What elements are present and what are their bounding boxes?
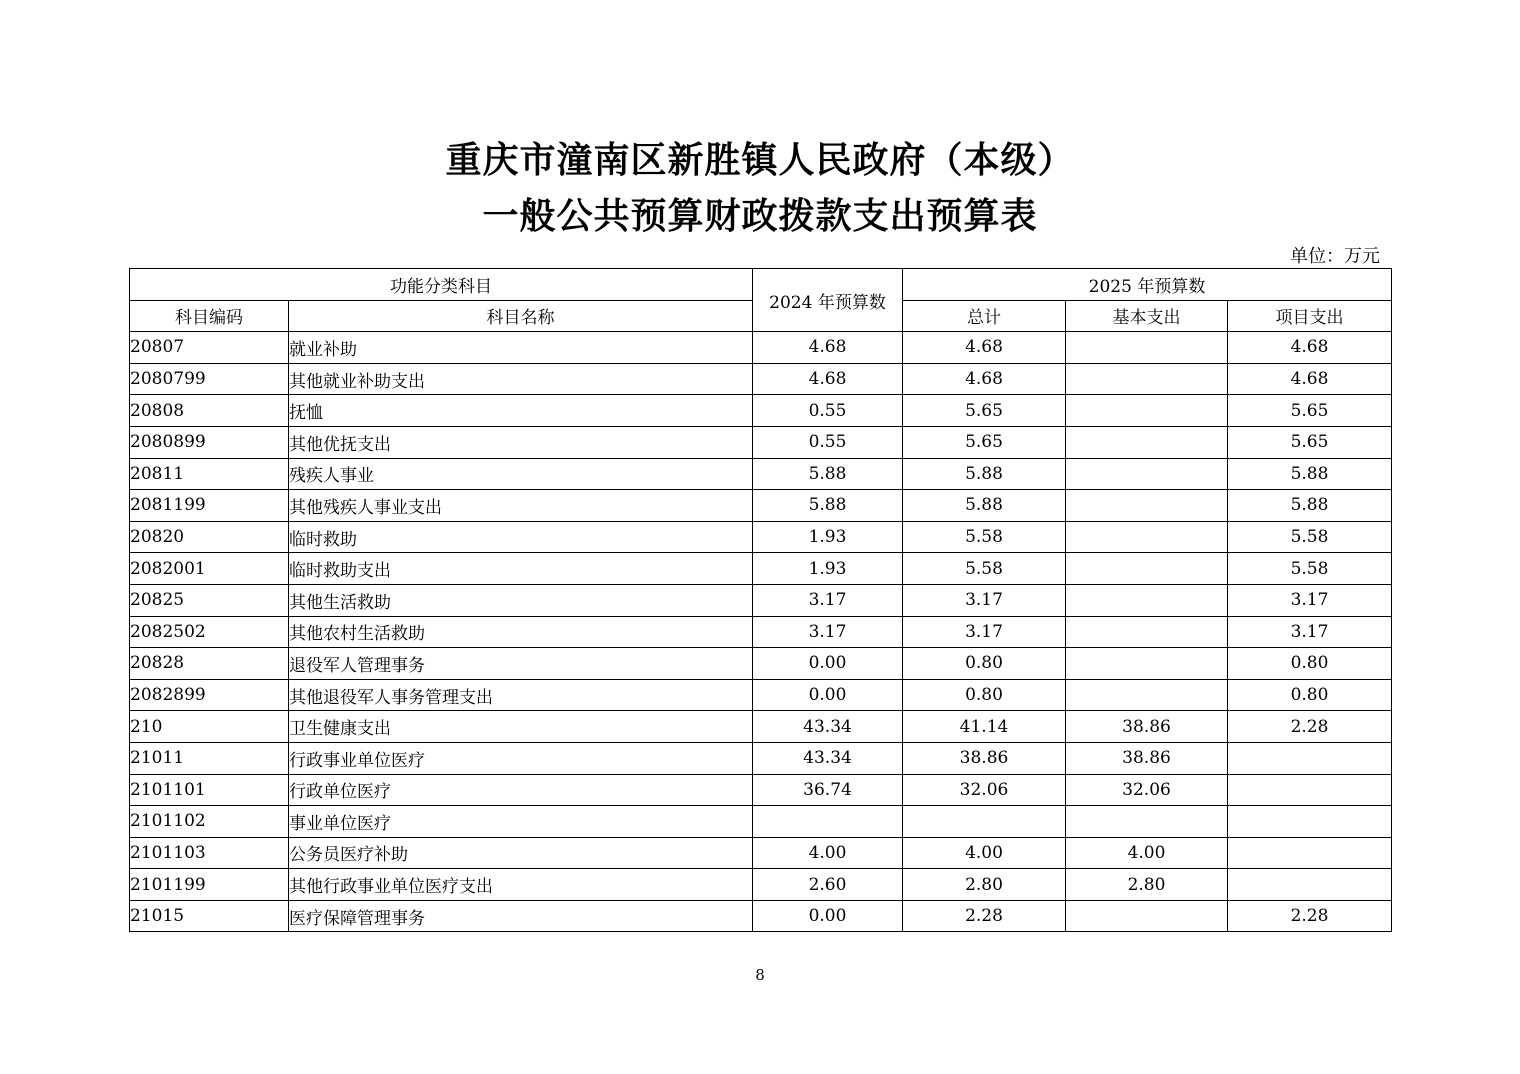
cell-2025-total: 5.65	[903, 395, 1066, 427]
table-row	[130, 490, 1392, 522]
cell-2025-basic: 4.00	[1066, 837, 1228, 869]
cell-2025-project: 3.17	[1228, 616, 1392, 648]
cell-name: 其他优抚支出	[289, 426, 753, 458]
cell-name: 其他就业补助支出	[289, 363, 753, 395]
cell-name: 其他生活救助	[289, 584, 753, 616]
cell-2024-budget: 0.55	[753, 395, 903, 427]
cell-code: 21011	[130, 742, 289, 774]
table-body	[130, 332, 1392, 932]
table-row	[130, 774, 1392, 806]
cell-name: 行政单位医疗	[289, 774, 753, 806]
cell-name: 行政事业单位医疗	[289, 742, 753, 774]
cell-2025-basic	[1066, 521, 1228, 553]
cell-code: 2080899	[130, 426, 289, 458]
cell-2025-basic: 38.86	[1066, 742, 1228, 774]
cell-2025-basic	[1066, 332, 1228, 364]
table-row	[130, 363, 1392, 395]
cell-code: 20825	[130, 584, 289, 616]
cell-2025-project: 0.80	[1228, 679, 1392, 711]
cell-code: 2101103	[130, 837, 289, 869]
cell-2025-project	[1228, 742, 1392, 774]
cell-2025-total: 32.06	[903, 774, 1066, 806]
cell-code: 2081199	[130, 490, 289, 522]
header-name: 科目名称	[289, 300, 753, 332]
table-row	[130, 806, 1392, 838]
cell-2025-basic	[1066, 426, 1228, 458]
cell-name: 医疗保障管理事务	[289, 900, 753, 932]
cell-2025-basic	[1066, 806, 1228, 838]
cell-code: 210	[130, 711, 289, 743]
cell-2025-basic	[1066, 616, 1228, 648]
table-row	[130, 711, 1392, 743]
cell-2024-budget: 3.17	[753, 584, 903, 616]
cell-name: 公务员医疗补助	[289, 837, 753, 869]
cell-2024-budget: 5.88	[753, 458, 903, 490]
cell-2024-budget: 2.60	[753, 869, 903, 901]
cell-2025-project: 5.88	[1228, 490, 1392, 522]
cell-2025-total: 3.17	[903, 584, 1066, 616]
cell-2025-project: 5.58	[1228, 521, 1392, 553]
table-row	[130, 521, 1392, 553]
table-row	[130, 553, 1392, 585]
cell-2025-total: 3.17	[903, 616, 1066, 648]
cell-2025-basic	[1066, 490, 1228, 522]
cell-2025-total: 5.58	[903, 553, 1066, 585]
cell-2025-total: 0.80	[903, 648, 1066, 680]
cell-name: 抚恤	[289, 395, 753, 427]
cell-2024-budget: 1.93	[753, 553, 903, 585]
cell-2024-budget	[753, 806, 903, 838]
cell-2024-budget: 5.88	[753, 490, 903, 522]
cell-2025-basic	[1066, 363, 1228, 395]
header-basic: 基本支出	[1066, 300, 1228, 332]
cell-name: 事业单位医疗	[289, 806, 753, 838]
cell-2024-budget: 1.93	[753, 521, 903, 553]
cell-2025-project: 2.28	[1228, 711, 1392, 743]
cell-2025-project	[1228, 869, 1392, 901]
table-row	[130, 584, 1392, 616]
header-project: 项目支出	[1228, 300, 1392, 332]
table-header	[130, 269, 1392, 332]
header-total: 总计	[903, 300, 1066, 332]
cell-2025-total: 2.80	[903, 869, 1066, 901]
cell-code: 21015	[130, 900, 289, 932]
cell-2025-total: 2.28	[903, 900, 1066, 932]
table-row	[130, 616, 1392, 648]
cell-code: 2101199	[130, 869, 289, 901]
cell-2025-project: 3.17	[1228, 584, 1392, 616]
cell-2025-project: 4.68	[1228, 363, 1392, 395]
cell-2024-budget: 0.00	[753, 679, 903, 711]
cell-2024-budget: 0.55	[753, 426, 903, 458]
table-row	[130, 395, 1392, 427]
table-row	[130, 869, 1392, 901]
cell-2025-basic	[1066, 458, 1228, 490]
cell-2024-budget: 0.00	[753, 648, 903, 680]
cell-2025-basic	[1066, 553, 1228, 585]
table-row	[130, 837, 1392, 869]
table-row	[130, 332, 1392, 364]
cell-2025-project: 5.88	[1228, 458, 1392, 490]
cell-name: 其他行政事业单位医疗支出	[289, 869, 753, 901]
budget-table	[129, 268, 1392, 932]
cell-2024-budget: 4.68	[753, 363, 903, 395]
cell-code: 20820	[130, 521, 289, 553]
cell-code: 2082502	[130, 616, 289, 648]
cell-name: 卫生健康支出	[289, 711, 753, 743]
table-row	[130, 679, 1392, 711]
cell-2025-total: 38.86	[903, 742, 1066, 774]
cell-code: 20808	[130, 395, 289, 427]
cell-name: 残疾人事业	[289, 458, 753, 490]
cell-2025-project	[1228, 837, 1392, 869]
cell-code: 2101102	[130, 806, 289, 838]
cell-name: 其他退役军人事务管理支出	[289, 679, 753, 711]
document-title-line1: 重庆市潼南区新胜镇人民政府（本级）	[445, 139, 1075, 181]
cell-2025-basic	[1066, 395, 1228, 427]
cell-name: 就业补助	[289, 332, 753, 364]
cell-2025-total: 41.14	[903, 711, 1066, 743]
cell-2025-total	[903, 806, 1066, 838]
cell-code: 20811	[130, 458, 289, 490]
header-code: 科目编码	[130, 300, 289, 332]
table-row	[130, 900, 1392, 932]
header-2025-budget: 2025 年预算数	[903, 269, 1392, 301]
header-2024-budget: 2024 年预算数	[753, 269, 903, 332]
cell-2025-project	[1228, 774, 1392, 806]
table-row	[130, 742, 1392, 774]
cell-2025-total: 0.80	[903, 679, 1066, 711]
cell-2024-budget: 43.34	[753, 711, 903, 743]
table-row	[130, 648, 1392, 680]
cell-2025-total: 5.58	[903, 521, 1066, 553]
cell-2025-basic	[1066, 648, 1228, 680]
cell-name: 临时救助	[289, 521, 753, 553]
cell-2025-basic: 2.80	[1066, 869, 1228, 901]
cell-2025-total: 5.88	[903, 458, 1066, 490]
cell-2025-basic	[1066, 679, 1228, 711]
cell-code: 2082899	[130, 679, 289, 711]
cell-2025-basic	[1066, 584, 1228, 616]
cell-code: 2080799	[130, 363, 289, 395]
cell-2025-basic: 32.06	[1066, 774, 1228, 806]
table-row	[130, 426, 1392, 458]
cell-2025-project: 5.58	[1228, 553, 1392, 585]
cell-2024-budget: 36.74	[753, 774, 903, 806]
cell-2025-basic: 38.86	[1066, 711, 1228, 743]
cell-name: 其他农村生活救助	[289, 616, 753, 648]
cell-code: 20807	[130, 332, 289, 364]
header-function-category: 功能分类科目	[130, 269, 753, 301]
cell-2024-budget: 4.68	[753, 332, 903, 364]
cell-2024-budget: 0.00	[753, 900, 903, 932]
unit-label: 单位：万元	[1290, 246, 1380, 267]
cell-name: 其他残疾人事业支出	[289, 490, 753, 522]
cell-2025-project: 0.80	[1228, 648, 1392, 680]
cell-code: 20828	[130, 648, 289, 680]
document-title-line2: 一般公共预算财政拨款支出预算表	[482, 195, 1038, 237]
cell-2025-project: 2.28	[1228, 900, 1392, 932]
cell-2025-total: 5.65	[903, 426, 1066, 458]
cell-2024-budget: 4.00	[753, 837, 903, 869]
cell-2025-project: 5.65	[1228, 426, 1392, 458]
cell-2024-budget: 43.34	[753, 742, 903, 774]
header-row-1	[130, 269, 1392, 301]
cell-2024-budget: 3.17	[753, 616, 903, 648]
cell-2025-total: 4.00	[903, 837, 1066, 869]
cell-2025-total: 5.88	[903, 490, 1066, 522]
table-row	[130, 458, 1392, 490]
page-number: 8	[755, 966, 765, 984]
cell-code: 2101101	[130, 774, 289, 806]
cell-2025-total: 4.68	[903, 363, 1066, 395]
cell-name: 临时救助支出	[289, 553, 753, 585]
cell-name: 退役军人管理事务	[289, 648, 753, 680]
cell-2025-total: 4.68	[903, 332, 1066, 364]
cell-code: 2082001	[130, 553, 289, 585]
cell-2025-basic	[1066, 900, 1228, 932]
cell-2025-project: 4.68	[1228, 332, 1392, 364]
cell-2025-project: 5.65	[1228, 395, 1392, 427]
cell-2025-project	[1228, 806, 1392, 838]
